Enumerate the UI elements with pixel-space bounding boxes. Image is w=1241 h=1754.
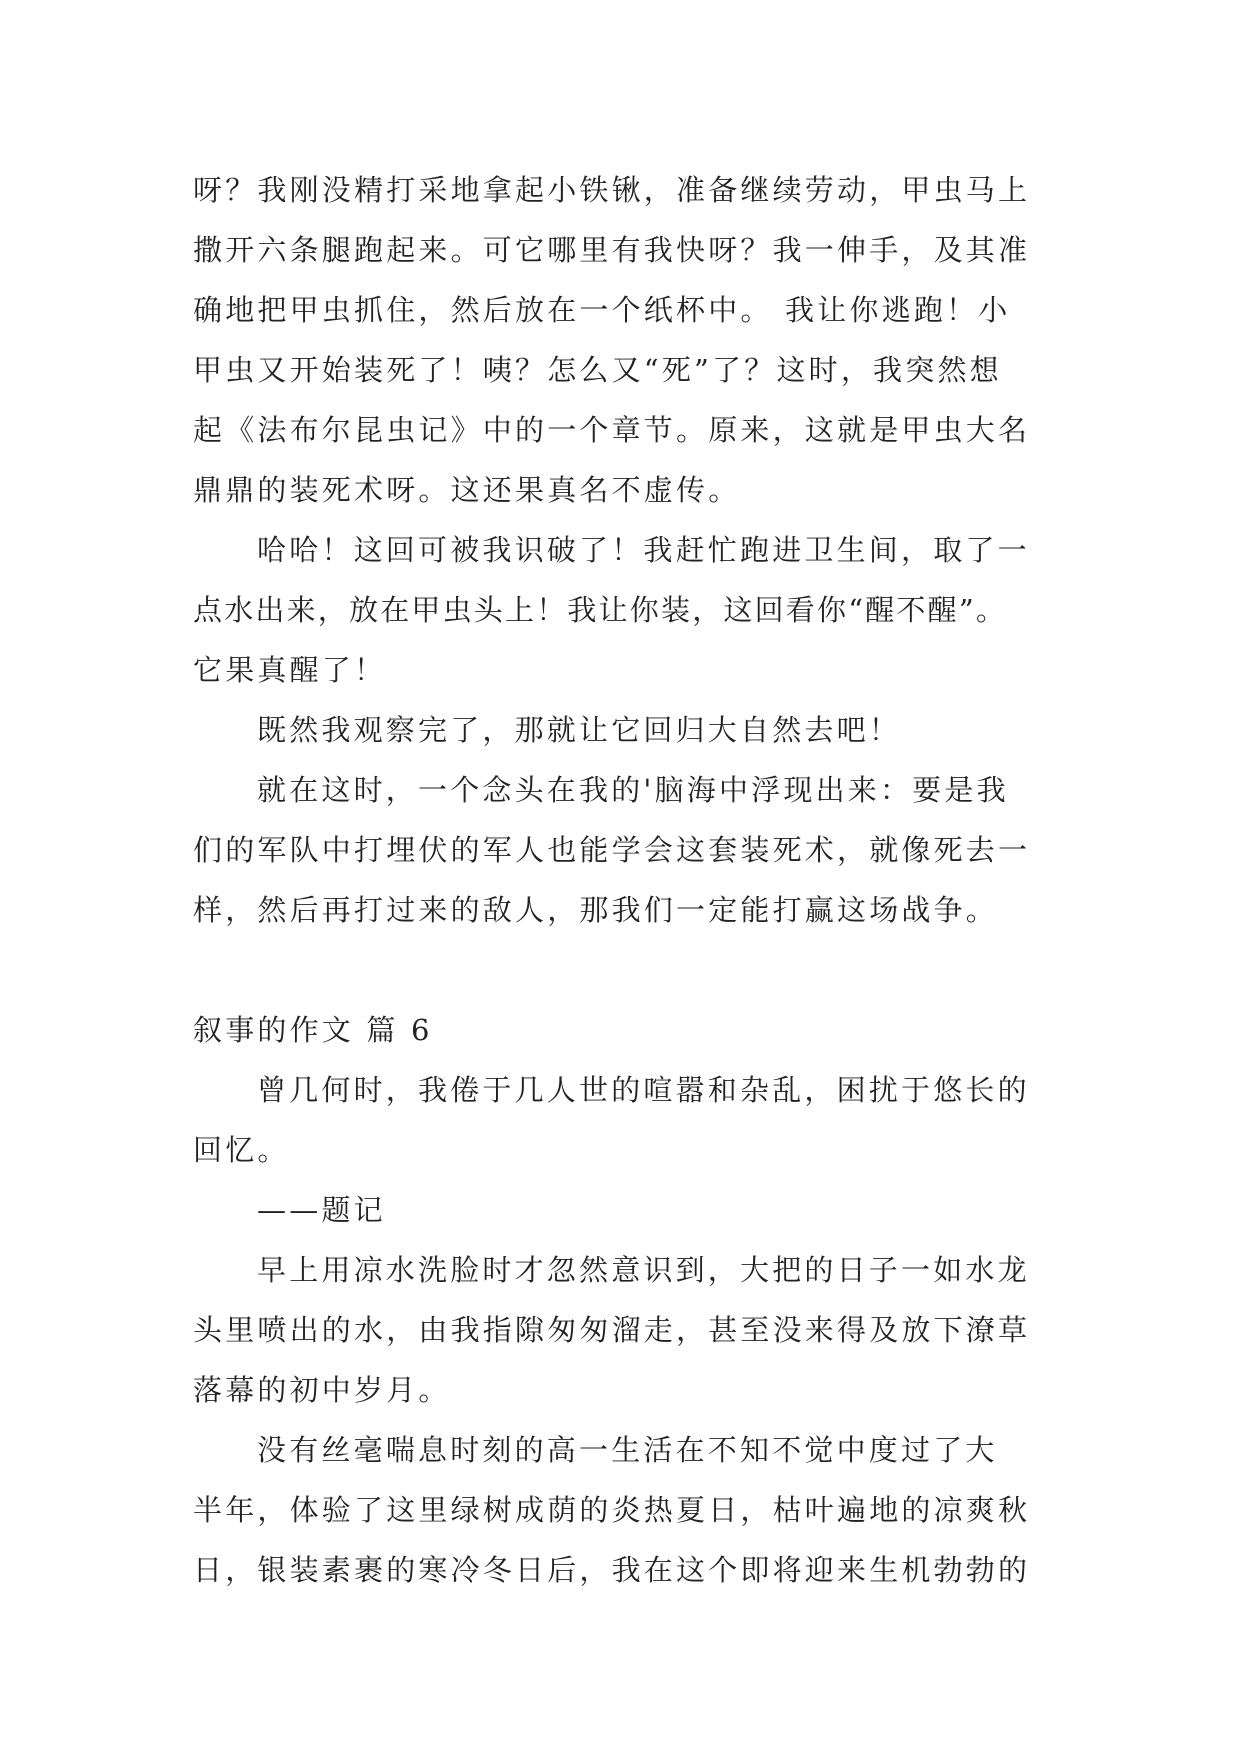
text-line: 回忆。: [193, 1133, 290, 1167]
text-line: 落幕的初中岁月。: [193, 1373, 451, 1407]
paragraph-first-line: 没有丝毫喘息时刻的高一生活在不知不觉中度过了大: [257, 1433, 998, 1467]
text-line: 确地把甲虫抓住，然后放在一个纸杯中。 我让你逃跑！小: [193, 293, 1011, 327]
paragraph-first-line: 曾几何时，我倦于几人世的喧嚣和杂乱，困扰于悠长的: [257, 1073, 1030, 1107]
paragraph-first-line: 就在这时，一个念头在我的'脑海中浮现出来：要是我: [257, 773, 1009, 807]
text-line: 半年，体验了这里绿树成荫的炎热夏日，枯叶遍地的凉爽秋: [193, 1493, 1031, 1527]
text-line: 头里喷出的水，由我指隙匆匆溜走，甚至没来得及放下潦草: [193, 1313, 1031, 1347]
section-heading: 叙事的作文 篇 6: [193, 1013, 433, 1047]
text-line: 甲虫又开始装死了！咦？怎么又“死”了？这时，我突然想: [193, 353, 1002, 387]
epigraph-attribution: ——题记: [257, 1193, 386, 1227]
text-line: 样，然后再打过来的敌人，那我们一定能打赢这场战争。: [193, 893, 999, 927]
text-line: 起《法布尔昆虫记》中的一个章节。原来，这就是甲虫大名: [193, 413, 1031, 447]
text-line: 撒开六条腿跑起来。可它哪里有我快呀？我一伸手，及其准: [193, 233, 1031, 267]
text-line: 点水出来，放在甲虫头上！我让你装，这回看你“醒不醒”。: [193, 593, 1008, 627]
text-line: 呀？我刚没精打采地拿起小铁锹，准备继续劳动，甲虫马上: [193, 173, 1031, 207]
paragraph-first-line: 早上用凉水洗脸时才忽然意识到，大把的日子一如水龙: [257, 1253, 1030, 1287]
text-line: 们的军队中打埋伏的军人也能学会这套装死术，就像死去一: [193, 833, 1031, 867]
text-line: 日，银装素裹的寒冷冬日后，我在这个即将迎来生机勃勃的: [193, 1553, 1031, 1587]
document-page: [193, 160, 1053, 1600]
paragraph-first-line: 哈哈！这回可被我识破了！我赶忙跑进卫生间，取了一: [257, 533, 1030, 567]
text-line: 它果真醒了！: [193, 653, 387, 687]
text-line: 鼎鼎的装死术呀。这还果真名不虚传。: [193, 473, 741, 507]
paragraph-first-line: 既然我观察完了，那就让它回归大自然去吧！: [257, 713, 902, 747]
